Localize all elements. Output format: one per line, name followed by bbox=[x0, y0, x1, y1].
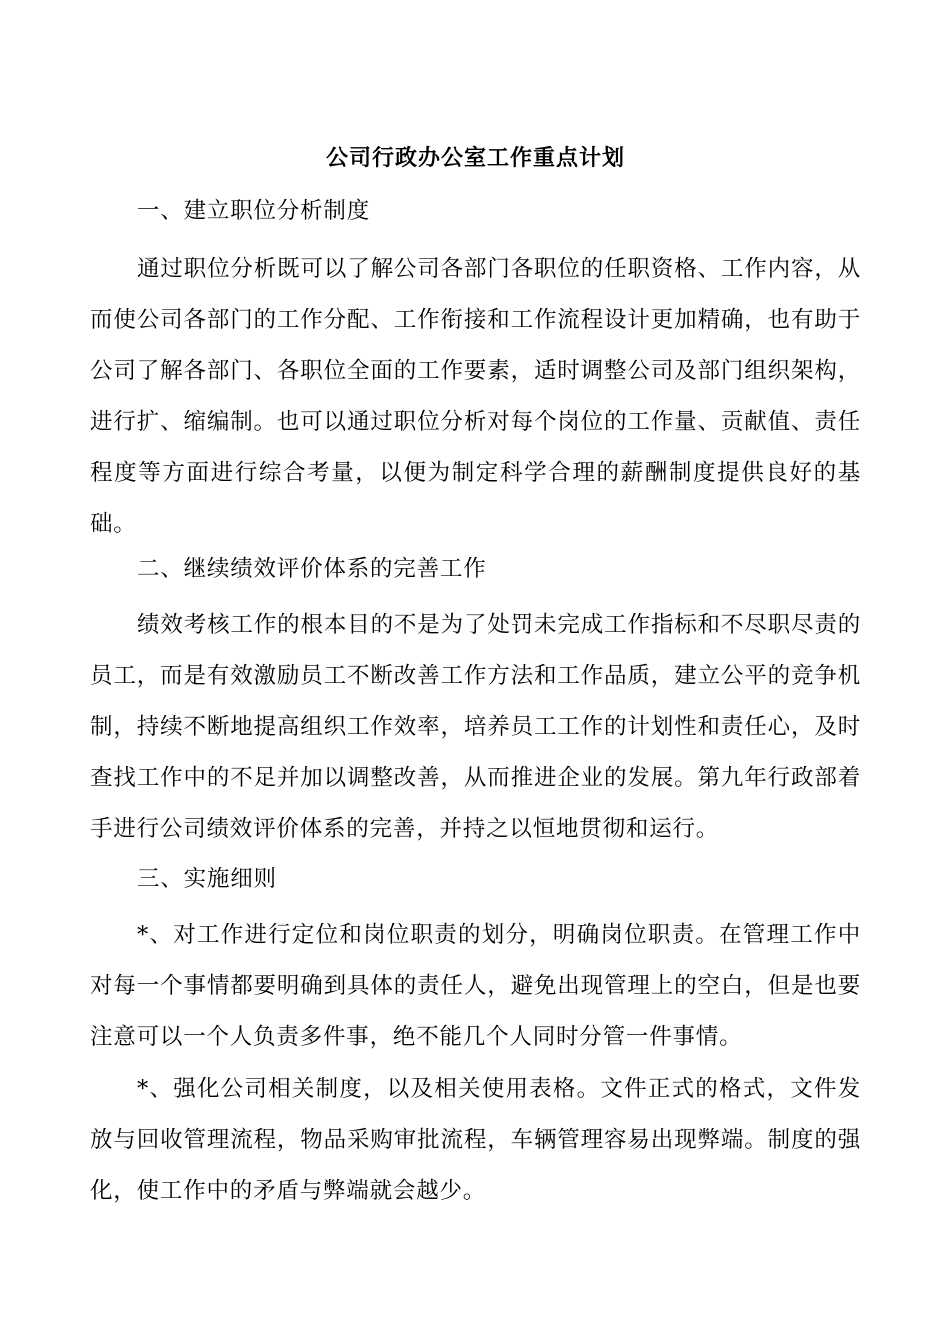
list-item-1: *、对工作进行定位和岗位职责的划分，明确岗位职责。在管理工作中对每一个事情都要明确到具体的责任人，避免出现管理上的空白，但是也要注意可以一个人负责多件事，绝不能几个人同时分管一件事情。 bbox=[90, 922, 861, 1050]
section-heading-2: 二、继续绩效评价体系的完善工作 bbox=[137, 556, 487, 582]
section-paragraph-1: 通过职位分析既可以了解公司各部门各职位的任职资格、工作内容，从而使公司各部门的工作分配、工作衔接和工作流程设计更加精确，也有助于公司了解各部门、各职位全面的工作要素，适时调整公司及部门组织架构，进行扩、缩编制。也可以通过职位分析对每个岗位的工作量、贡献值、责任程度等方面进行综合考量，以便为制定科学合理的薪酬制度提供良好的基础。 bbox=[90, 256, 861, 537]
section-paragraph-2: 绩效考核工作的根本目的不是为了处罚未完成工作指标和不尽职尽责的员工，而是有效激励员工不断改善工作方法和工作品质，建立公平的竞争机制，持续不断地提高组织工作效率，培养员工工作的计划性和责任心，及时查找工作中的不足并加以调整改善，从而推进企业的发展。第九年行政部着手进行公司绩效评价体系的完善，并持之以恒地贯彻和运行。 bbox=[90, 612, 861, 842]
document-page bbox=[90, 0, 861, 1344]
list-item-2: *、强化公司相关制度，以及相关使用表格。文件正式的格式，文件发放与回收管理流程，物品采购审批流程，车辆管理容易出现弊端。制度的强化，使工作中的矛盾与弊端就会越少。 bbox=[90, 1076, 861, 1204]
section-heading-1: 一、建立职位分析制度 bbox=[137, 198, 371, 224]
document-title: 公司行政办公室工作重点计划 bbox=[325, 145, 625, 171]
section-heading-3: 三、实施细则 bbox=[137, 866, 277, 892]
